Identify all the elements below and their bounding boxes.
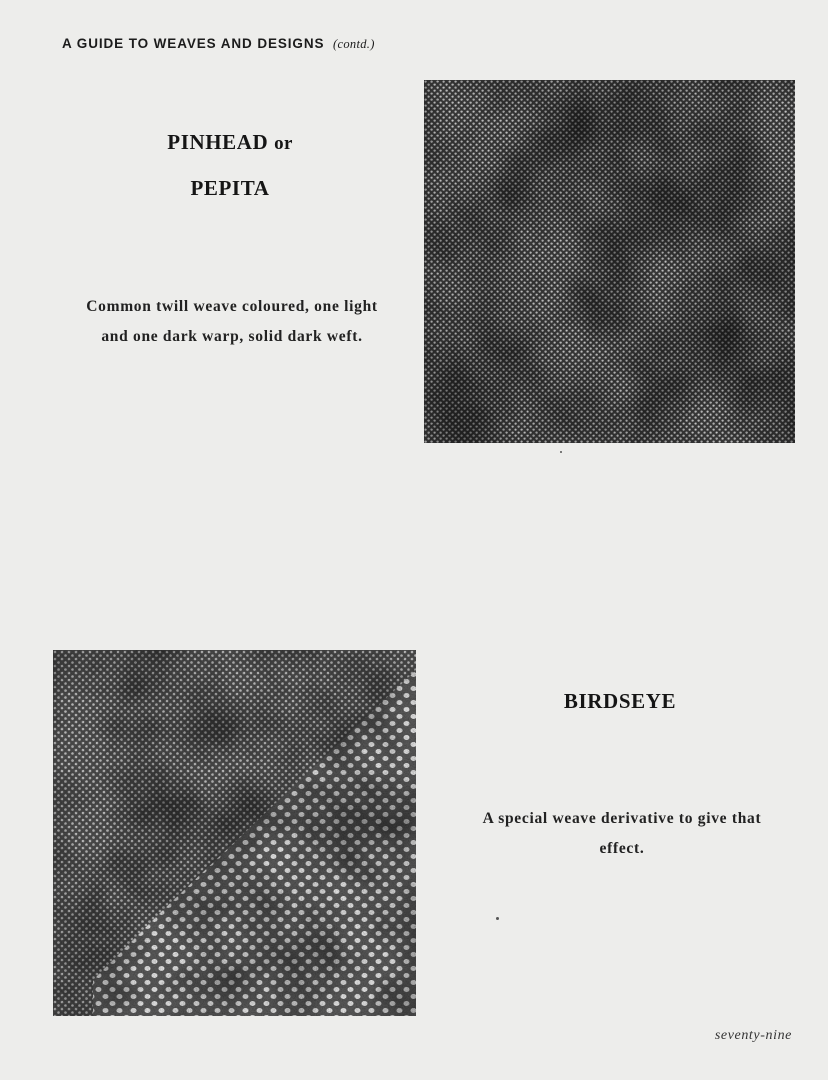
paper-speck: [560, 451, 562, 453]
birdseye-swatch-image: [53, 650, 416, 1016]
birdseye-description: [434, 804, 810, 864]
birdseye-title: BIRDSEYE: [563, 689, 677, 713]
birdseye-fabric-swatch: [53, 650, 416, 1016]
birdseye-description-line1: A special weave derivative to give that: [482, 810, 762, 827]
pinhead-title-or: or: [274, 133, 293, 154]
pinhead-description-line2: and one dark warp, solid dark weft.: [101, 328, 363, 345]
pinhead-fabric-swatch: [424, 80, 795, 443]
pinhead-title: [60, 130, 400, 155]
pinhead-description-line1: Common twill weave coloured, one light: [86, 298, 378, 315]
pinhead-swatch-image: [424, 80, 795, 443]
pinhead-title-main: PINHEAD: [167, 130, 269, 154]
pepita-title: PEPITA: [190, 176, 270, 200]
pinhead-description: [52, 292, 412, 352]
running-header-title: A GUIDE TO WEAVES AND DESIGNS: [62, 36, 325, 51]
running-header: [62, 36, 375, 52]
page-number: seventy-nine: [714, 1028, 792, 1043]
running-header-contd: (contd.): [333, 37, 375, 51]
birdseye-description-line2: effect.: [599, 840, 645, 857]
paper-speck: [496, 917, 499, 920]
